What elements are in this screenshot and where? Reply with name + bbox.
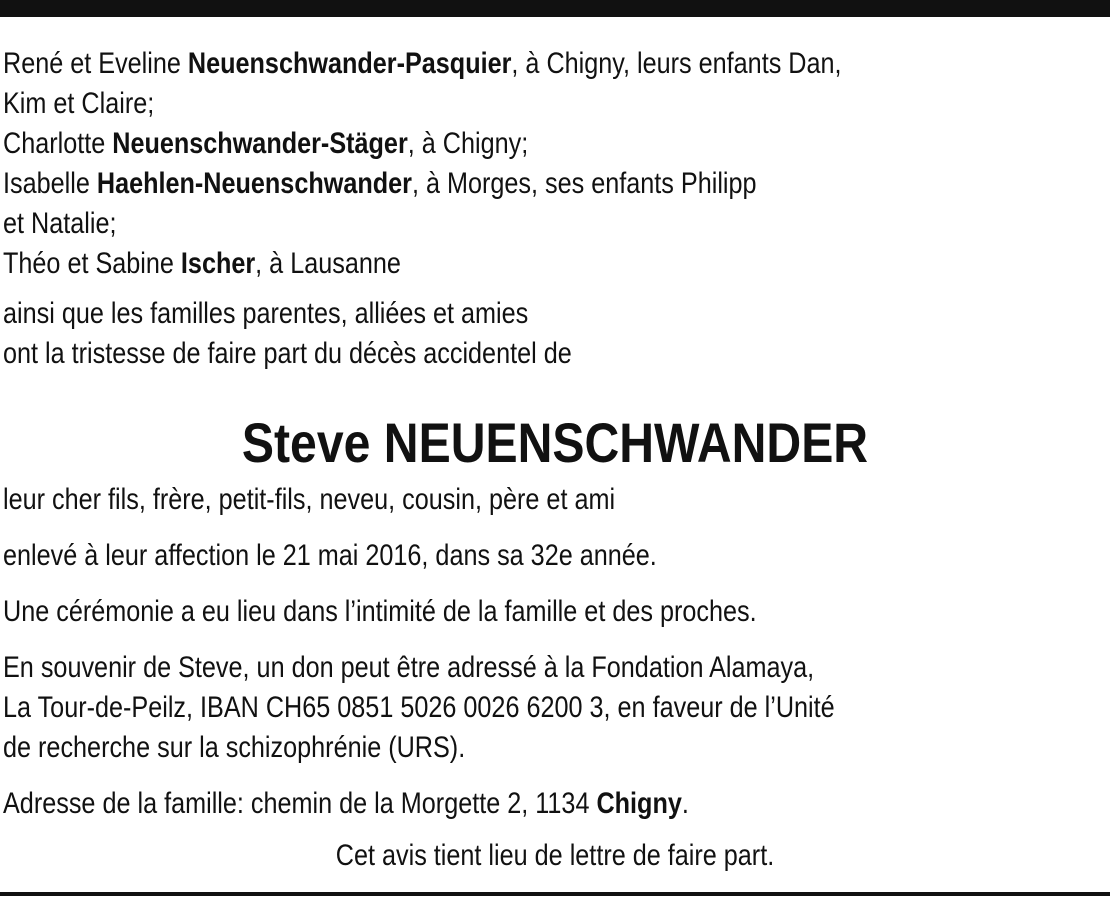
relation-line: leur cher fils, frère, petit-fils, neveu, cousin, père et ami (3, 483, 616, 516)
bottom-border-rule (0, 892, 1110, 896)
date-line: enlevé à leur affection le 21 mai 2016, dans sa 32e année. (3, 539, 657, 572)
family-line-1: René et Eveline Neuenschwander-Pasquier, à Chigny, leurs enfants Dan, (3, 47, 842, 80)
family-line-6: Théo et Sabine Ischer, à Lausanne (3, 247, 401, 280)
donation-line-3: de recherche sur la schizophrénie (URS). (3, 731, 466, 764)
family-surname-1: Neuenschwander-Pasquier (187, 47, 512, 80)
address-town: Chigny (596, 787, 682, 820)
donation-line-2: La Tour-de-Peilz, IBAN CH65 0851 5026 0026 6200 3, en faveur de l’Unité (3, 691, 835, 724)
family-line-3: Charlotte Neuenschwander-Stäger, à Chigny; (3, 127, 529, 160)
family-surname-3: Haehlen-Neuenschwander (96, 167, 412, 200)
family-line-2: Kim et Claire; (3, 87, 155, 120)
family-line-5: et Natalie; (3, 207, 117, 240)
family-line-4: Isabelle Haehlen-Neuenschwander, à Morges, ses enfants Philipp (3, 167, 757, 200)
closing-line: Cet avis tient lieu de lettre de faire part. (335, 839, 775, 872)
deceased-name: Steve NEUENSCHWANDER (241, 411, 869, 474)
family-surname-4: Ischer (180, 247, 256, 280)
address-line: Adresse de la famille: chemin de la Morgette 2, 1134 Chigny. (3, 787, 689, 820)
top-border-rule (0, 0, 1110, 17)
announcement-line-1: ainsi que les familles parentes, alliées et amies (3, 297, 529, 330)
details-block (3, 480, 1107, 824)
family-surname-2: Neuenschwander-Stäger (112, 127, 408, 160)
ceremony-line: Une cérémonie a eu lieu dans l’intimité de la famille et des proches. (3, 595, 757, 628)
announcement-line-2: ont la tristesse de faire part du décès accidentel de (3, 337, 572, 370)
donation-line-1: En souvenir de Steve, un don peut être adressé à la Fondation Alamaya, (3, 651, 815, 684)
family-block (3, 44, 1107, 374)
